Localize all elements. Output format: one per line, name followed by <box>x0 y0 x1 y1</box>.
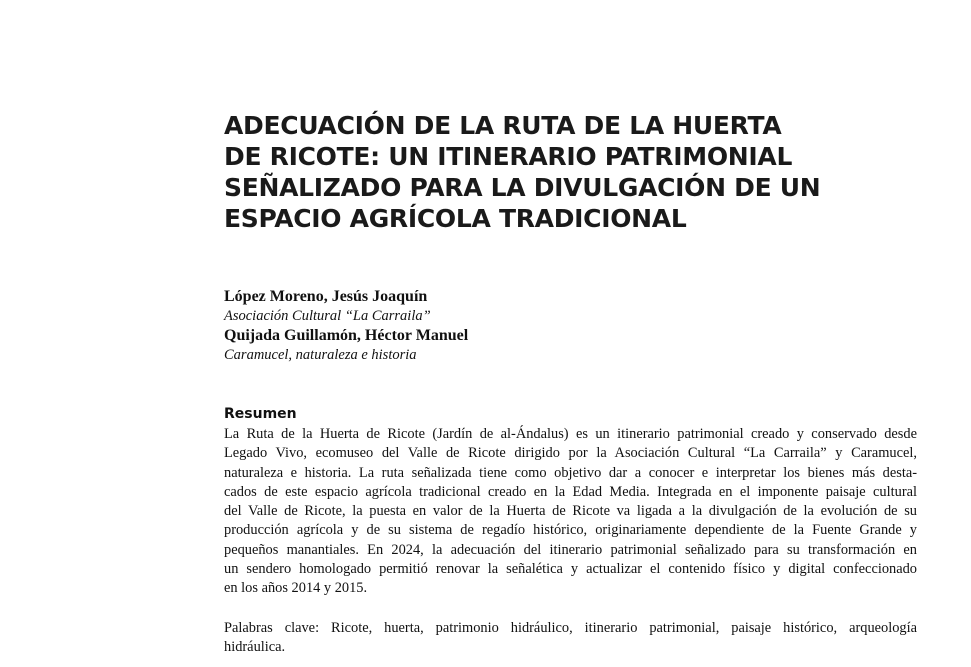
author-name: López Moreno, Jesús Joaquín <box>224 288 428 305</box>
abstract-section <box>224 404 917 657</box>
abstract-line: cados de este espacio agrícola tradicional creado en la Edad Media. Integrada en el imponente paisaje cultural <box>224 483 917 500</box>
keywords-line: Palabras clave: Ricote, huerta, patrimonio hidráulico, itinerario patrimonial, paisaje histórico, arqueología <box>224 619 917 636</box>
author-name: Quijada Guillamón, Héctor Manuel <box>224 327 469 344</box>
keywords-paragraph <box>224 619 917 658</box>
title-line: ADECUACIÓN DE LA RUTA DE LA HUERTA <box>224 111 782 140</box>
title-line: ESPACIO AGRÍCOLA TRADICIONAL <box>224 204 687 233</box>
abstract-line: del Valle de Ricote, la puesta en valor de la Huerta de Ricote va ligada a la divulgación de la evolución de su <box>224 503 917 520</box>
abstract-heading: Resumen <box>224 406 297 422</box>
paper-title <box>224 110 864 234</box>
abstract-line: naturaleza e historia. La ruta señalizada tiene como objetivo dar a conocer e interpretar los bienes más desta- <box>224 464 917 481</box>
abstract-body <box>224 425 917 599</box>
author-affiliation: Asociación Cultural “La Carraila” <box>224 308 431 324</box>
abstract-line: La Ruta de la Huerta de Ricote (Jardín de al-Ándalus) es un itinerario patrimonial creado y conservado desde <box>224 426 917 442</box>
title-line: DE RICOTE: UN ITINERARIO PATRIMONIAL <box>224 142 793 171</box>
keywords-line: hidráulica. <box>224 638 286 655</box>
author-affiliation: Caramucel, naturaleza e historia <box>224 347 417 363</box>
abstract-line: un sendero homologado permitió renovar la señalética y actualizar el contenido físico y digital confeccionado <box>224 561 917 578</box>
abstract-line: en los años 2014 y 2015. <box>224 580 368 597</box>
title-line: SEÑALIZADO PARA LA DIVULGACIÓN DE UN <box>224 173 821 202</box>
author-block <box>224 287 924 365</box>
abstract-line: Legado Vivo, ecomuseo del Valle de Ricote dirigido por la Asociación Cultural “La Carraila” y Caramucel, <box>224 445 917 462</box>
abstract-line: pequeños manantiales. En 2024, la adecuación del itinerario patrimonial señalizado para su transformación en <box>224 541 917 558</box>
abstract-line: producción agrícola y de su sistema de regadío histórico, originariamente dependiente de la Fuente Grande y <box>224 522 917 539</box>
